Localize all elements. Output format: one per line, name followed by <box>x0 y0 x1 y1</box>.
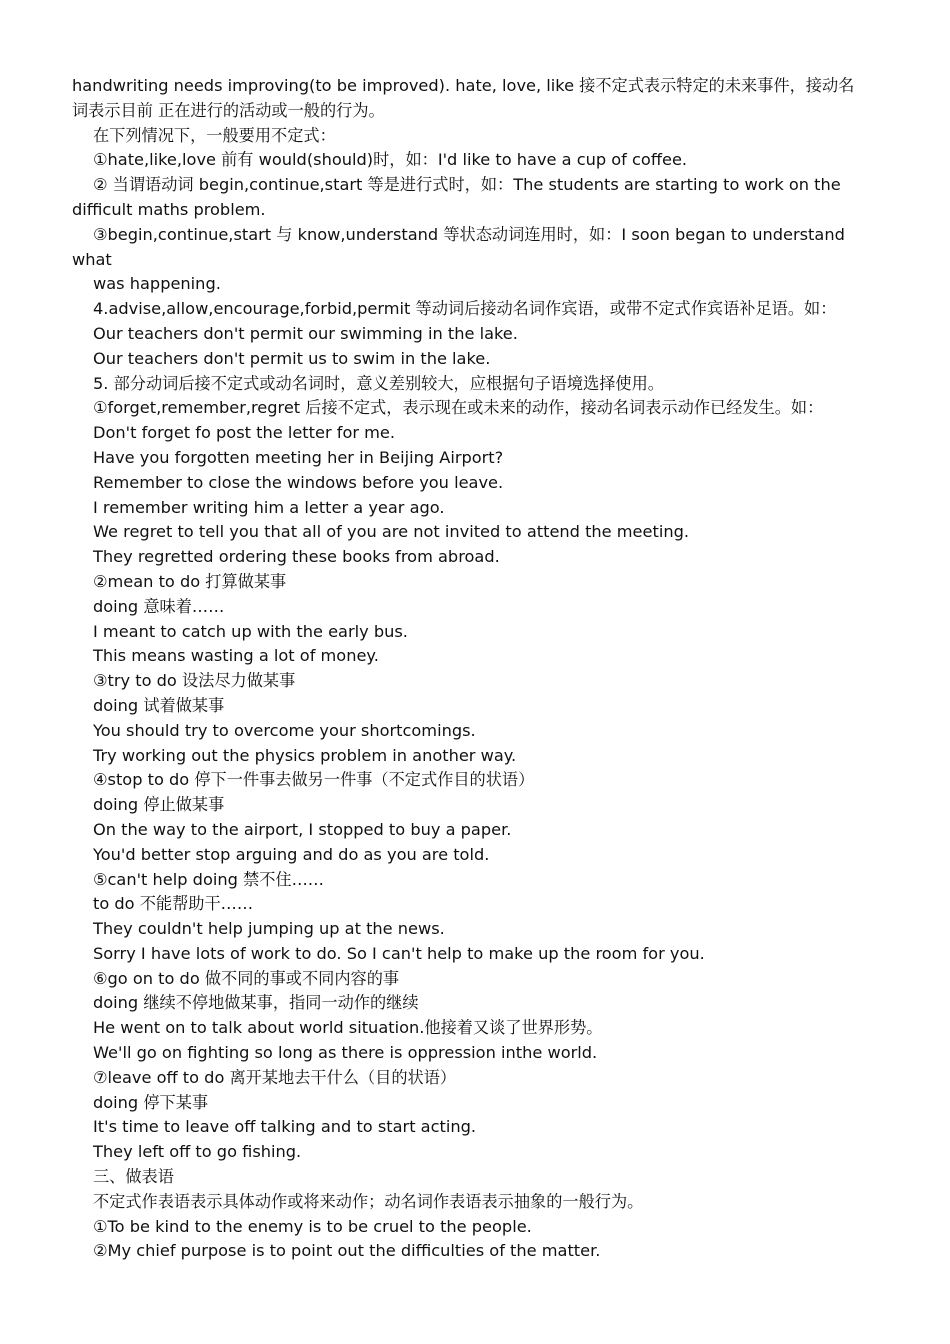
text-line: doing 继续不停地做某事，指同一动作的继续 <box>93 993 419 1013</box>
text-line: Don't forget fo post the letter for me. <box>93 423 396 443</box>
text-line: handwriting needs improving(to be improved). hate, love, like 接不定式表示特定的未来事件，接动名 <box>72 76 855 95</box>
text-line: ④stop to do 停下一件事去做另一件事（不定式作目的状语） <box>93 770 535 790</box>
text-line: Sorry I have lots of work to do. So I can't help to make up the room for you. <box>93 943 705 963</box>
text-line: 4.advise,allow,encourage,forbid,permit 等动词后接动名词作宾语，或带不定式作宾语补足语。如： <box>93 299 837 319</box>
document-page <box>72 74 882 1264</box>
text-line: We'll go on fighting so long as there is oppression inthe world. <box>93 1043 598 1063</box>
text-line: I remember writing him a letter a year ago. <box>93 497 445 517</box>
text-line: We regret to tell you that all of you are not invited to attend the meeting. <box>93 522 690 542</box>
text-line: what <box>72 249 112 269</box>
text-line: I meant to catch up with the early bus. <box>93 621 408 641</box>
text-line: ③begin,continue,start 与 know,understand 等状态动词连用时，如：I soon began to understand <box>93 224 845 244</box>
text-line: ③try to do 设法尽力做某事 <box>93 671 296 691</box>
text-line: This means wasting a lot of money. <box>93 646 379 666</box>
text-line: doing 停止做某事 <box>93 795 225 815</box>
text-line: ②mean to do 打算做某事 <box>93 571 287 591</box>
text-line: Have you forgotten meeting her in Beijing Airport? <box>93 447 504 467</box>
text-line: Our teachers don't permit our swimming in the lake. <box>93 323 518 343</box>
text-line: They left off to go fishing. <box>93 1142 302 1162</box>
text-line: ⑤can't help doing 禁不住…… <box>93 869 324 889</box>
text-line: Remember to close the windows before you leave. <box>93 472 504 492</box>
text-line: 词表示目前 正在进行的活动或一般的行为。 <box>72 100 385 120</box>
text-line: to do 不能帮助干…… <box>93 894 254 914</box>
text-line: He went on to talk about world situation.他接着又谈了世界形势。 <box>93 1018 603 1038</box>
text-line: was happening. <box>93 274 221 294</box>
text-line: It's time to leave off talking and to start acting. <box>93 1117 477 1137</box>
text-line: difficult maths problem. <box>72 199 266 219</box>
text-line: 在下列情况下，一般要用不定式： <box>93 125 336 145</box>
text-line: ⑥go on to do 做不同的事或不同内容的事 <box>93 968 400 988</box>
text-line: ⑦leave off to do 离开某地去干什么（目的状语） <box>93 1067 457 1087</box>
text-line: ①To be kind to the enemy is to be cruel to the people. <box>93 1216 532 1236</box>
text-line: They couldn't help jumping up at the news. <box>93 919 445 939</box>
text-line: You should try to overcome your shortcomings. <box>93 720 476 740</box>
text-line: You'd better stop arguing and do as you are told. <box>93 844 490 864</box>
text-line: ②My chief purpose is to point out the difficulties of the matter. <box>93 1241 601 1261</box>
text-line: ①forget,remember,regret 后接不定式，表示现在或未来的动作，接动名词表示动作已经发生。如： <box>93 398 824 418</box>
text-line: They regretted ordering these books from abroad. <box>93 547 500 567</box>
text-line: On the way to the airport, I stopped to buy a paper. <box>93 819 512 839</box>
text-line: ② 当谓语动词 begin,continue,start 等是进行式时，如：The students are starting to work on the <box>93 175 841 195</box>
text-line: ①hate,like,love 前有 would(should)时，如：I'd like to have a cup of coffee. <box>93 150 688 170</box>
text-line: Try working out the physics problem in another way. <box>93 745 517 765</box>
text-line: 5. 部分动词后接不定式或动名词时，意义差别较大，应根据句子语境选择使用。 <box>93 373 664 393</box>
text-line: doing 试着做某事 <box>93 695 225 715</box>
text-line: 三、做表语 <box>93 1167 174 1187</box>
text-line: doing 意味着…… <box>93 596 225 616</box>
text-line: 不定式作表语表示具体动作或将来动作；动名词作表语表示抽象的一般行为。 <box>93 1191 644 1211</box>
text-line: Our teachers don't permit us to swim in the lake. <box>93 348 491 368</box>
text-line: doing 停下某事 <box>93 1092 209 1112</box>
